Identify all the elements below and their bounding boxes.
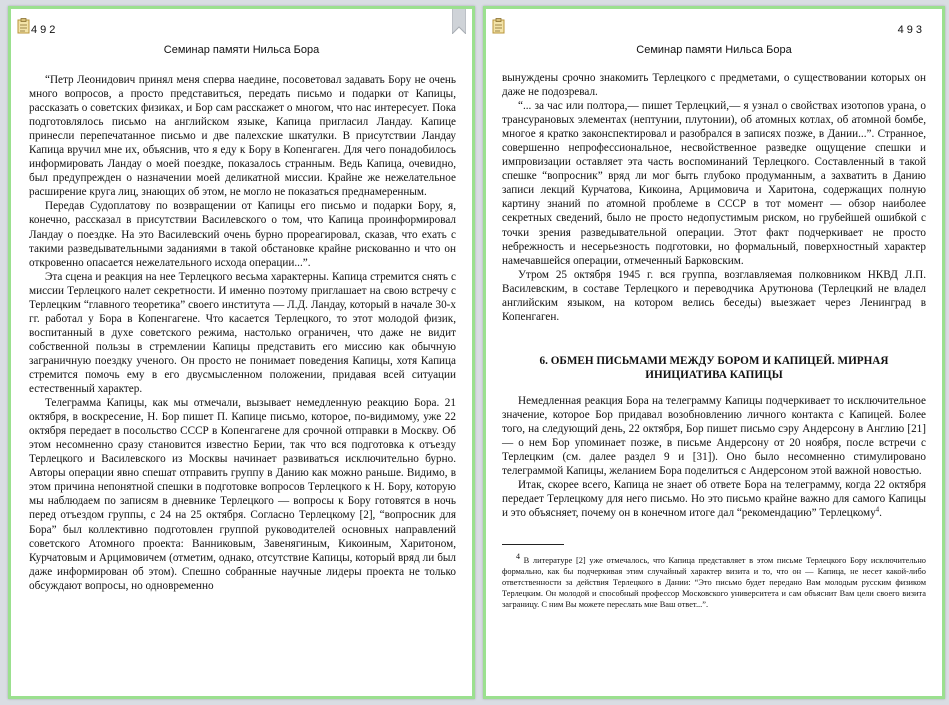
paragraph-text: Итак, скорее всего, Капица не знает об ответе Бора на телеграмму, когда 22 октября передает Терлецкому для него письмо. Но это письмо крайне важно для самого Капицы и это объясняет, почему он в конечном итоге дал “рекомендацию” Терлецкому [502,479,926,520]
running-head: Семинар памяти Нильса Бора [636,44,792,56]
paragraph: Передав Судоплатову по возвращении от Капицы его письмо и подарки Бору, я, конечно, рассказал в присутствии Василевского о том, что Капица проинформировал Ландау о поездке. На это Василевский очень бурно прореагировал, сказав, что ехать с такими разведывательными заданиями в такой обстановке крайне рискованно и что он откровенно опасается нежелательного исхода операции...”. [29,200,456,269]
footnote-reference[interactable]: 4 [875,505,880,514]
left-page [8,6,475,699]
footnote-divider [502,544,564,545]
bookmark-icon[interactable] [452,6,466,34]
footnote [502,552,926,610]
paragraph: Немедленная реакция Бора на телеграмму Капицы подчеркивает то исключительное значение, которое Бор придавал возобновлению личного контакта с Капицей. Более того, на следующий день, 22 октября, Бор пишет письмо сэру Андерсону в Англию [21] — о нем Бор упоминает позже, в письме Андерсону от 20 ноября, после встречи с Терлецким (см. далее раздел 9 и [31]). Оно было несомненно стимулировано телеграммой Капицы, желанием Бора поделиться с Андерсоном этой важной новостью. [502,394,926,478]
footnote-text: В литературе [2] уже отмечалось, что Капица представляет в этом письме Терлецкого Бору исключительно формально, как бы подчеркивая этим случайный характер визита и то, что он — Капица, не несет какой-либо ответственности за действия Терлецкого в Дании: “Это письмо будет передано Вам молодым русским физиком Терлецким. Он молодой и способный профессор Московского университета и сам объяснит Вам цели своего визита заграницу. С ним Вы можете переслать мне Ваш ответ...”. [502,556,926,610]
paragraph: Телеграмма Капицы, как мы отмечали, вызывает немедленную реакцию Бора. 21 октября, в воскресение, Н. Бор пишет П. Капице письмо, которое, по-видимому, уже 22 октября передает в посольство СССР в Копенгагене для срочной отправки в Москву. Об этом несомненно сразу становится известно Берии, так что вся подготовка к отъезду Терлецкого и Василевского из Москвы начинает развиваться исключительно бурно. Авторы операции явно спешат отправить группу в Данию как можно раньше. Видимо, в этом причина непонятной спешки в подготовке вопросов Терлецкого к Н. Бору, которую мы наблюдаем по записям в дневнике Терлецкого — вопросы к Бору готовятся в ночь перед отъездом группы, с 24 на 25 октября. Согласно Терлецкому [2], “вопросник для Бора” был коллективно подготовлен группой руководителей основных направлений советского Атомного проекта: Ванниковым, Завенягиным, Кикоиным, Харитоном, Курчатовым и Арцимовичем (отметим, однако, отсутствие Капицы, который вряд ли был даже информирован об этом). Спешно собранные научные лидеры проекта не только обсуждают вопросы, но одновременно [29,397,456,592]
page-body [502,71,926,610]
right-page [483,6,945,699]
section-title: 6. ОБМЕН ПИСЬМАМИ МЕЖДУ БОРОМ И КАПИЦЕЙ. МИРНАЯ ИНИЦИАТИВА КАПИЦЫ [539,354,889,381]
paragraph: Итак, скорее всего, Капица не знает об ответе Бора на телеграмму, когда 22 октября передает Терлецкому для него письмо. Но это письмо крайне важно для самого Капицы и это объясняет, почему он в конечном итоге дал “рекомендацию” Терлецкому$^4$. [502,479,926,520]
footnote-marker: 4 [516,552,520,562]
paragraph: Утром 25 октября 1945 г. вся группа, возглавляемая полковником НКВД Л.П. Василевским, в составе Терлецкого и переводчика Арутюнова (Терлецкий не владел английским языком, на котором велись беседы) выезжает через Ленинград в Копенгаген. [502,268,926,323]
paragraph: вынуждены срочно знакомить Терлецкого с предметами, о существовании которых он даже не подозревал. [502,72,926,99]
running-head: Семинар памяти Нильса Бора [163,44,320,56]
page-number: 493 [897,24,925,36]
paragraph: Эта сцена и реакция на нее Терлецкого весьма характерны. Капица стремится снять с миссии Терлецкого налет секретности. И именно поэтому приглашает на свою встречу с Терлецким “главного теоретика” своего института — Л.Д. Ландау, который в начале 30-х гг. работал у Бора в Копенгагене. Что касается Терлецкого, то этот молодой физик, воспитанный в духе советского режима, настолько ограничен, что даже не видит собственной пользы в стремлении Капицы представить его миссию как обычную заграничную поездку ученого. Он просто не понимает поведения Капицы, хотя Капица стремится помочь ему в его двусмысленном положении, придавая всей ситуации естественный характер. [29,270,456,396]
page-number: 492 [31,24,59,36]
paragraph: “Петр Леонидович принял меня сперва наедине, посоветовал задавать Бору не очень много вопросов, а просто представиться, передать письмо и подарки от Капицы, рассказать о советских физиках, и Бор сам расскажет о многом, что нас интересует. Пока подготовлялось письмо на английском языке, Капица пригласил Ландау. Капице принесли перепечатанное письмо и две палехские шкатулки. В присутствии Ландау Капица вручил мне их, объяснив, что я еду к Бору в Копенгаген. Для чего понадобилось информировать Ландау о моей поездке, показалось странным. Ведь Капица, очевидно, был предупрежден о назначении моей деликатной миссии. Крайне же нежелательное расширение круга лиц, знающих об этом, не могло не показаться преднамеренным. [29,74,456,199]
paragraph: “... за час или полтора,— пишет Терлецкий,— я узнал о свойствах изотопов урана, о трансурановых элементах (нептунии, плутонии), об атомных котлах, об атомной бомбе, многое я кратко законспектировал и разобрался в записях позже, в Дании...”. Странное, совершенно непрофессиональное, несвойственное разведке ощущение спешки и импровизации оставляет эта часть воспоминаний Терлецкого. Составленный в такой спешке “вопросник” вряд ли мог быть глубоко продуманным, а захватить в Данию записи лекций Курчатова, Кикоина, Арцимовича и Харитона, содержащих полную картину знаний по атомной проблеме в СССР в тот момент — обзор наиболее секретных сведений, было не просто недопустимым риском, но грубейшей ошибкой с точки зрения разведывательной операции. Этот факт подчеркивает не просто небрежность и несерьезность подготовки, но формальный, поверхностный характер намечавшейся операции, отмеченный Барковским. [502,100,926,267]
page-body [29,73,456,593]
note-icon[interactable] [17,18,30,34]
note-icon[interactable] [492,18,505,34]
